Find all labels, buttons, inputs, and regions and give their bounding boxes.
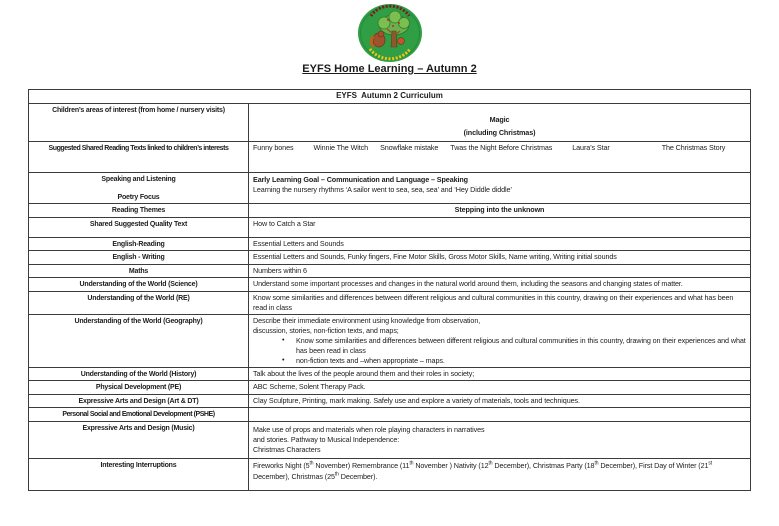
row-label: English - Writing: [29, 251, 249, 264]
content-line: Describe their immediate environment using knowledge from observation,: [253, 315, 481, 325]
row-content: Understand some important processes and changes in the natural world around them, including the seasons and changing states of matter.: [253, 279, 683, 288]
row-label: Children’s areas of interest (from home / nursery visits): [29, 104, 249, 141]
book-title: Winnie The Witch: [313, 143, 369, 152]
row-uotw-science: [29, 277, 750, 291]
row-content: Numbers within 6: [253, 265, 307, 275]
row-content: [249, 422, 750, 458]
content-line: Make use of props and materials when role playing characters in narratives: [253, 424, 485, 434]
row-label: Suggested Shared Reading Texts linked to children’s interests: [29, 142, 249, 172]
row-label: Shared Suggested Quality Text: [29, 218, 249, 237]
row-pshe: [29, 407, 750, 421]
row-quality-text: [29, 217, 750, 237]
row-content: ABC Scheme, Solent Therapy Pack.: [253, 382, 366, 391]
book-title: The Christmas Story: [661, 143, 726, 152]
row-label: Expressive Arts and Design (Music): [29, 422, 249, 458]
row-content: Know some similarities and differences between different religious and cultural communities in this country, drawing on their experiences and what has been read in class: [253, 292, 734, 312]
table-title: EYFS Autumn 2 Curriculum: [336, 91, 443, 100]
page-title: EYFS Home Learning – Autumn 2: [302, 63, 477, 75]
book-title: Funny bones: [253, 143, 294, 152]
row-art-dt: [29, 394, 750, 408]
content-line: Learning the nursery rhythms ‘A sailor went to sea, sea, sea’ and ‘Hey Diddle diddle’: [253, 185, 512, 194]
row-label: Understanding of the World (RE): [29, 292, 249, 314]
row-content: How to Catch a Star: [253, 218, 316, 228]
book-title: Twas the Night Before Christmas: [450, 143, 553, 152]
row-label: Understanding of the World (History): [29, 368, 249, 381]
row-label: Expressive Arts and Design (Art & DT): [29, 395, 249, 408]
row-label: Interesting Interruptions: [29, 459, 249, 490]
content-line: discussion, stories, non-fiction texts, and maps;: [253, 325, 399, 335]
row-content: [249, 104, 750, 141]
row-english-writing: [29, 250, 750, 264]
bullet-item: • Know some similarities and differences between different religious and cultural communities in this country, drawing on their experiences and what has been read in class: [253, 336, 746, 356]
row-english-reading: [29, 237, 750, 251]
book-title: Snowflake mistake: [380, 143, 439, 152]
row-reading-themes: [29, 203, 750, 217]
row-content: [249, 173, 750, 203]
content-line: Christmas Characters: [253, 444, 321, 454]
row-content: Essential Letters and Sounds, Funky fingers, Fine Motor Skills, Gross Motor Skills, Name writing, Writing initial sounds: [253, 252, 617, 261]
school-logo-icon: [357, 3, 423, 63]
row-label: Understanding of the World (Geography): [29, 315, 249, 367]
row-uotw-re: [29, 291, 750, 314]
row-content: [249, 142, 750, 172]
row-content: Stepping into the unknown: [454, 205, 545, 214]
content-line: Magic: [489, 115, 510, 124]
content-line: (including Christmas): [463, 128, 536, 137]
row-label: Maths: [29, 265, 249, 278]
row-label: Personal Social and Emotional Development (PSHE): [29, 408, 249, 421]
row-label: [29, 173, 249, 203]
row-label: English-Reading: [29, 238, 249, 251]
curriculum-table: [28, 89, 751, 491]
label-spacer: [32, 185, 245, 193]
label-line: Speaking and Listening: [101, 176, 176, 183]
book-title: Laura’s Star: [572, 143, 610, 152]
row-speaking-listening: [29, 172, 750, 203]
label-line: Poetry Focus: [117, 193, 160, 201]
row-music: [29, 421, 750, 458]
row-content: [249, 408, 750, 421]
row-interesting-interruptions: [29, 458, 750, 490]
content-line: Early Learning Goal – Communication and Language – Speaking: [253, 175, 468, 184]
row-reading-texts: [29, 141, 750, 172]
row-label: Understanding of the World (Science): [29, 278, 249, 291]
content-line: and stories. Pathway to Musical Independence:: [253, 434, 400, 444]
row-content: Essential Letters and Sounds: [253, 238, 344, 248]
row-physical-development: [29, 380, 750, 394]
row-content: Talk about the lives of the people around them and their roles in society;: [253, 368, 475, 378]
row-content: [249, 315, 750, 367]
row-label: Reading Themes: [29, 204, 249, 217]
row-content: Fireworks Night (5th November) Remembrance (11th November ) Nativity (12th December), Christmas Party (18th December), First Day of Winter (21st December), Christmas (25th December).: [253, 460, 713, 481]
row-uotw-history: [29, 367, 750, 381]
row-uotw-geography: [29, 314, 750, 367]
row-areas-of-interest: [29, 103, 750, 141]
row-label: Physical Development (PE): [29, 381, 249, 394]
bullet-item: • non-fiction texts and –when appropriate – maps.: [253, 356, 746, 366]
row-content: Clay Sculpture, Printing, mark making. Safely use and explore a variety of materials, tools and techniques.: [253, 395, 580, 405]
table-header-row: [29, 90, 750, 103]
row-maths: [29, 264, 750, 278]
